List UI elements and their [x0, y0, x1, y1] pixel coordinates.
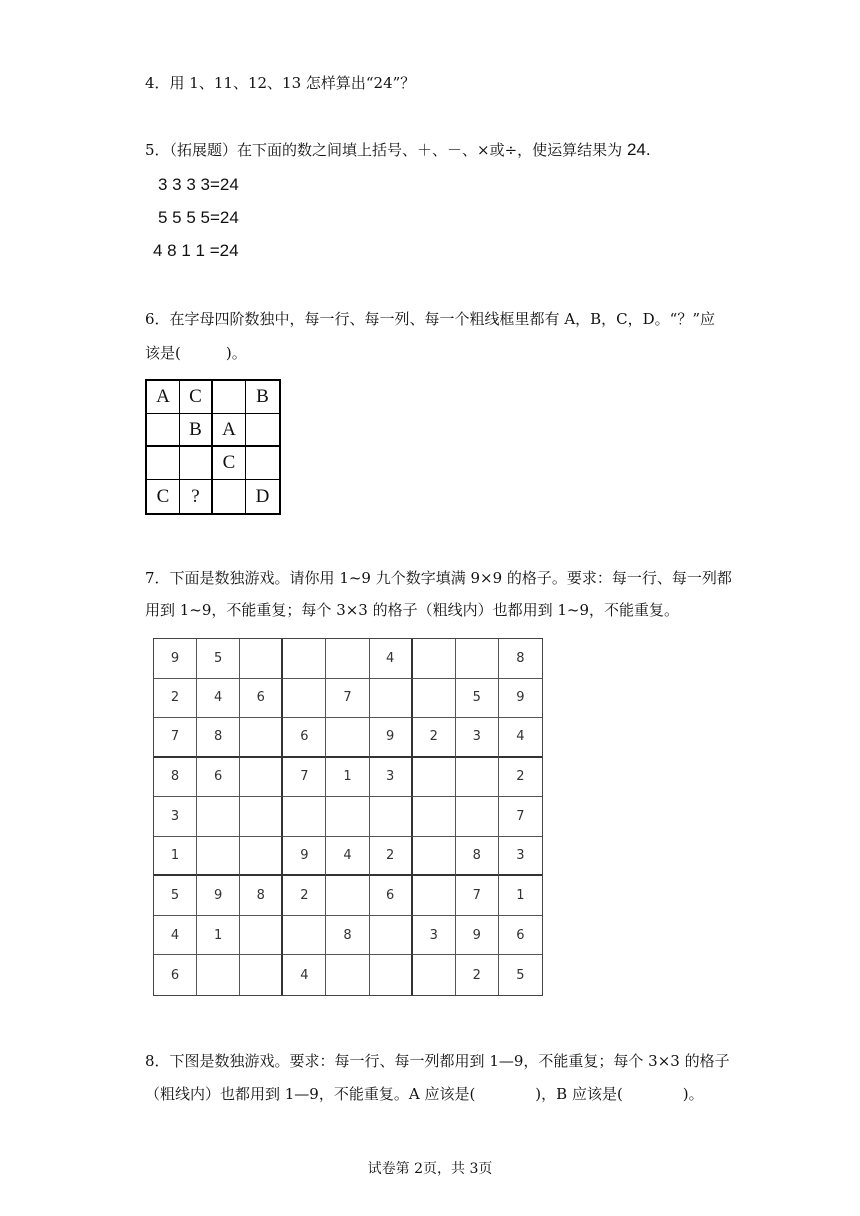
letter-grid-cell — [213, 480, 246, 513]
sudoku-cell — [413, 837, 456, 877]
sudoku-cell: 4 — [499, 718, 542, 758]
sudoku-cell — [283, 639, 326, 679]
sudoku-cell: 3 — [499, 837, 542, 877]
letter-grid-cell — [147, 414, 180, 447]
sudoku-cell — [456, 758, 499, 798]
sudoku-cell: 8 — [456, 837, 499, 877]
sudoku-cell: 3 — [154, 797, 197, 837]
expression-2: 5 5 5 5=24 — [158, 208, 239, 227]
sudoku-cell: 9 — [499, 679, 542, 719]
question-6-line-2: 该是( )。 — [145, 344, 247, 362]
question-7-line-1: 7．下面是数独游戏。请你用 1~9 九个数字填满 9×9 的格子。要求：每一行、每一列都 — [145, 569, 732, 587]
sudoku-cell — [413, 758, 456, 798]
sudoku-cell: 3 — [456, 718, 499, 758]
sudoku-cell: 5 — [154, 876, 197, 916]
sudoku-cell: 5 — [456, 679, 499, 719]
letter-grid-cell: ? — [180, 480, 213, 513]
question-8-line-2: （粗线内）也都用到 1—9，不能重复。A 应该是( )，B 应该是( )。 — [145, 1085, 704, 1103]
sudoku-cell — [326, 718, 369, 758]
sudoku-cell — [370, 955, 413, 995]
sudoku-cell: 3 — [413, 916, 456, 956]
sudoku-cell — [370, 679, 413, 719]
sudoku-cell — [197, 955, 240, 995]
sudoku-cell: 6 — [283, 718, 326, 758]
sudoku-cell: 4 — [370, 639, 413, 679]
sudoku-cell: 1 — [326, 758, 369, 798]
sudoku-cell — [413, 797, 456, 837]
sudoku-cell: 8 — [326, 916, 369, 956]
sudoku-cell — [283, 679, 326, 719]
letter-grid-cell: C — [180, 381, 213, 414]
sudoku-cell: 8 — [240, 876, 283, 916]
letter-grid-cell — [246, 414, 279, 447]
sudoku-cell: 6 — [240, 679, 283, 719]
sudoku-cell — [413, 679, 456, 719]
sudoku-cell: 3 — [370, 758, 413, 798]
letter-grid-cell: C — [147, 480, 180, 513]
letter-grid-cell: A — [213, 414, 246, 447]
expression-3: 4 8 1 1 =24 — [153, 241, 239, 260]
letter-grid-cell: B — [246, 381, 279, 414]
question-8-line-1: 8．下图是数独游戏。要求：每一行、每一列都用到 1—9，不能重复；每个 3×3 的格子 — [145, 1052, 730, 1070]
sudoku-cell — [326, 797, 369, 837]
sudoku-cell: 2 — [370, 837, 413, 877]
sudoku-cell — [413, 955, 456, 995]
letter-grid-cell: C — [213, 447, 246, 480]
sudoku-cell — [370, 916, 413, 956]
sudoku-grid — [153, 638, 543, 996]
sudoku-cell — [240, 797, 283, 837]
sudoku-cell — [240, 916, 283, 956]
sudoku-cell — [240, 639, 283, 679]
sudoku-cell: 4 — [197, 679, 240, 719]
question-5-text: 5．（拓展题）在下面的数之间填上括号、＋、－、×或÷，使运算结果为 — [145, 141, 627, 159]
letter-grid-cell: B — [180, 414, 213, 447]
sudoku-cell — [240, 837, 283, 877]
expression-1: 3 3 3 3=24 — [158, 175, 239, 194]
sudoku-cell: 6 — [499, 916, 542, 956]
sudoku-cell — [326, 639, 369, 679]
sudoku-cell: 2 — [499, 758, 542, 798]
sudoku-cell — [240, 718, 283, 758]
sudoku-cell: 8 — [499, 639, 542, 679]
sudoku-cell: 1 — [197, 916, 240, 956]
sudoku-cell: 4 — [283, 955, 326, 995]
sudoku-cell: 2 — [456, 955, 499, 995]
sudoku-cell: 2 — [283, 876, 326, 916]
sudoku-cell — [283, 797, 326, 837]
letter-grid-cell — [246, 447, 279, 480]
sudoku-cell: 6 — [370, 876, 413, 916]
sudoku-cell — [326, 876, 369, 916]
letter-sudoku-grid — [145, 379, 281, 515]
sudoku-cell: 9 — [197, 876, 240, 916]
sudoku-cell: 8 — [154, 758, 197, 798]
sudoku-cell — [413, 639, 456, 679]
sudoku-cell: 7 — [154, 718, 197, 758]
sudoku-cell: 7 — [499, 797, 542, 837]
sudoku-cell: 6 — [154, 955, 197, 995]
question-5 — [145, 140, 651, 160]
sudoku-cell: 5 — [197, 639, 240, 679]
sudoku-cell: 9 — [283, 837, 326, 877]
sudoku-cell: 8 — [197, 718, 240, 758]
page-footer: 试卷第 2页，共 3页 — [367, 1161, 493, 1177]
sudoku-cell — [240, 955, 283, 995]
sudoku-cell: 4 — [326, 837, 369, 877]
sudoku-cell — [283, 916, 326, 956]
sudoku-cell — [456, 639, 499, 679]
sudoku-cell: 5 — [516, 967, 525, 983]
letter-grid-cell — [213, 381, 246, 414]
sudoku-cell — [197, 837, 240, 877]
sudoku-cell: 2 — [154, 679, 197, 719]
sudoku-cell: 9 — [370, 718, 413, 758]
sudoku-cell — [197, 797, 240, 837]
sudoku-cell: 1 — [499, 876, 542, 916]
question-6-line-1: 6．在字母四阶数独中，每一行、每一列、每一个粗线框里都有 A，B，C，D。“？”应 — [145, 310, 716, 328]
letter-grid-cell — [147, 447, 180, 480]
letter-grid-cell — [180, 447, 213, 480]
letter-grid-cell: D — [255, 485, 270, 507]
question-7-line-2: 用到 1~9，不能重复；每个 3×3 的格子（粗线内）也都用到 1~9，不能重复。 — [145, 601, 680, 619]
sudoku-cell: 7 — [283, 758, 326, 798]
sudoku-cell: 7 — [456, 876, 499, 916]
sudoku-cell: 2 — [413, 718, 456, 758]
question-4: 4．用 1、11、12、13 怎样算出“24”？ — [145, 74, 416, 92]
sudoku-cell: 6 — [197, 758, 240, 798]
sudoku-cell: 9 — [154, 639, 197, 679]
sudoku-cell: 7 — [326, 679, 369, 719]
letter-grid-cell: A — [147, 381, 180, 414]
sudoku-cell: 4 — [154, 916, 197, 956]
sudoku-cell — [326, 955, 369, 995]
sudoku-cell — [456, 797, 499, 837]
sudoku-cell — [413, 876, 456, 916]
sudoku-cell: 1 — [154, 837, 197, 877]
question-5-target: 24. — [626, 140, 651, 159]
sudoku-cell: 9 — [456, 916, 499, 956]
sudoku-cell — [370, 797, 413, 837]
sudoku-cell — [240, 758, 283, 798]
